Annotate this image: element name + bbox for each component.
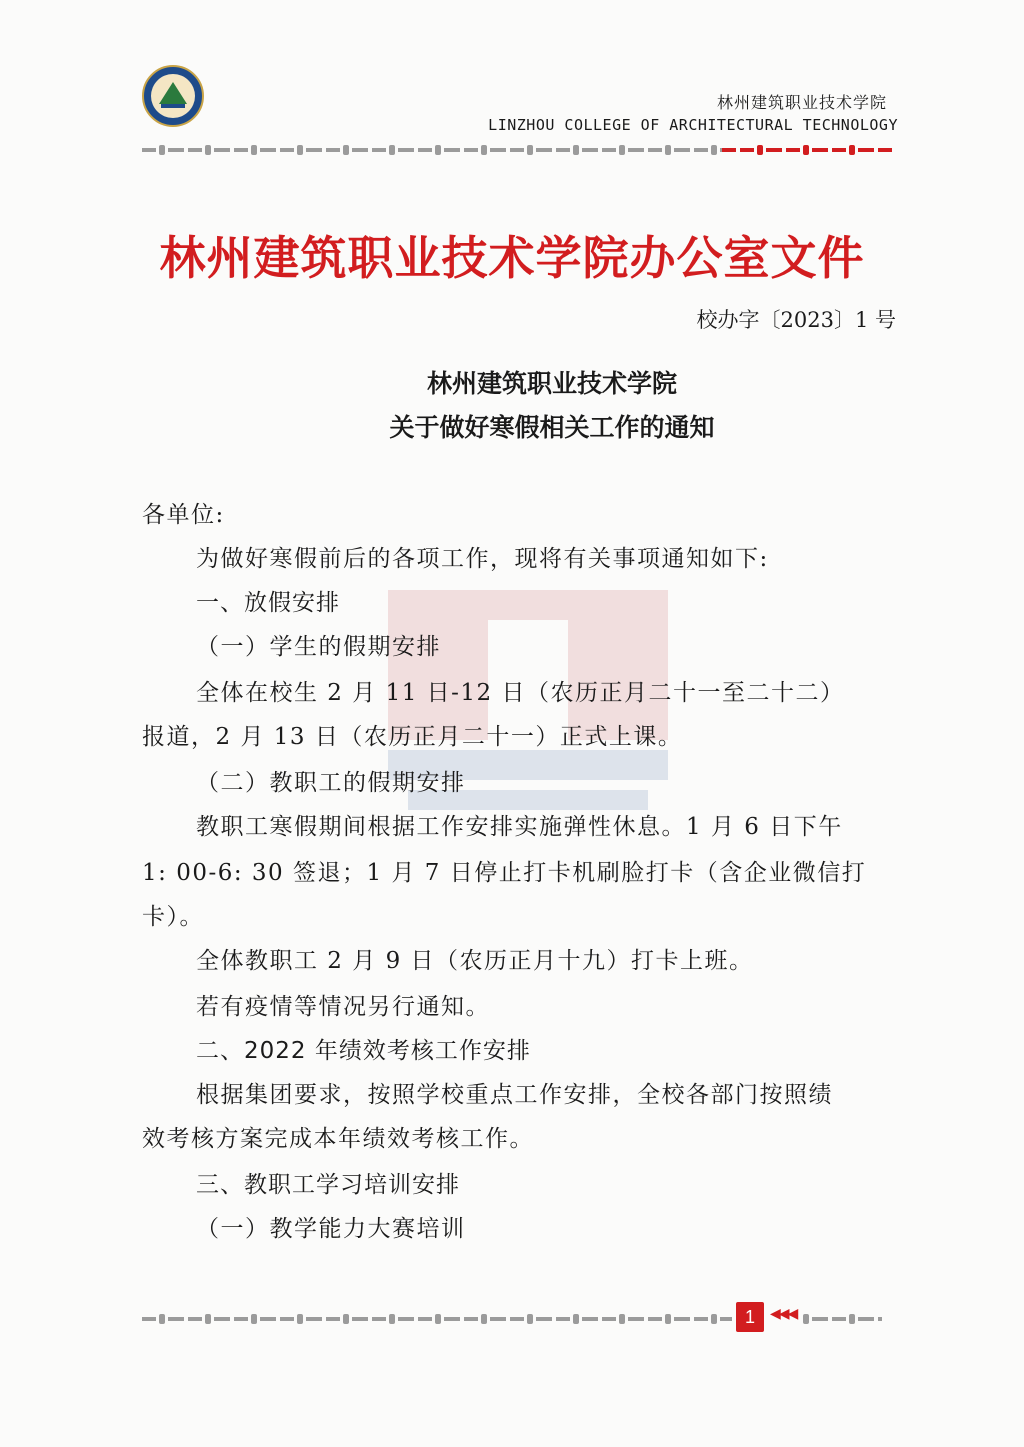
section-heading-3: 三、教职工学习培训安排 [196,1172,460,1198]
subheading-1-1: （一）学生的假期安排 [196,634,441,660]
paragraph-line: 卡）。 [142,904,204,930]
section-heading-1: 一、放假安排 [196,590,340,616]
paragraph-line: 报道，2 月 13 日（农历正月二十一）正式上课。 [142,724,683,750]
paragraph-line: 教职工寒假期间根据工作安排实施弹性休息。1 月 6 日下午 [196,814,843,840]
header-college-en: LINZHOU COLLEGE OF ARCHITECTURAL TECHNOLOGY [488,116,898,134]
notice-title-line1: 林州建筑职业技术学院 [426,369,677,398]
triple-left-arrow-icon: ◀◀◀ [770,1306,797,1322]
document-number: 校办字〔2023〕1 号 [696,308,896,332]
subheading-1-2: （二）教职工的假期安排 [196,770,466,796]
college-seal-icon [141,64,205,128]
section-heading-2: 二、2022 年绩效考核工作安排 [196,1038,531,1064]
paragraph-line: 根据集团要求，按照学校重点工作安排，全校各部门按照绩 [196,1082,833,1108]
intro-paragraph: 为做好寒假前后的各项工作，现将有关事项通知如下: [196,546,769,572]
page-number-badge: 1 [736,1302,764,1332]
subheading-3-1: （一）教学能力大赛培训 [196,1216,466,1242]
header-college-cn: 林州建筑职业技术学院 [716,93,887,112]
paragraph-line: 全体教职工 2 月 9 日（农历正月十九）打卡上班。 [196,948,754,974]
paragraph-line: 全体在校生 2 月 11 日-12 日（农历正月二十一至二十二） [196,680,845,706]
paragraph-line: 若有疫情等情况另行通知。 [196,994,490,1020]
office-document-title: 林州建筑职业技术学院办公室文件 [159,231,865,285]
paragraph-line: 效考核方案完成本年绩效考核工作。 [142,1126,534,1152]
salutation: 各单位: [142,502,225,528]
notice-title-line2: 关于做好寒假相关工作的通知 [389,413,715,442]
header-divider [142,145,894,155]
paragraph-line: 1: 00-6: 30 签退；1 月 7 日停止打卡机刷脸打卡（含企业微信打 [142,860,867,886]
